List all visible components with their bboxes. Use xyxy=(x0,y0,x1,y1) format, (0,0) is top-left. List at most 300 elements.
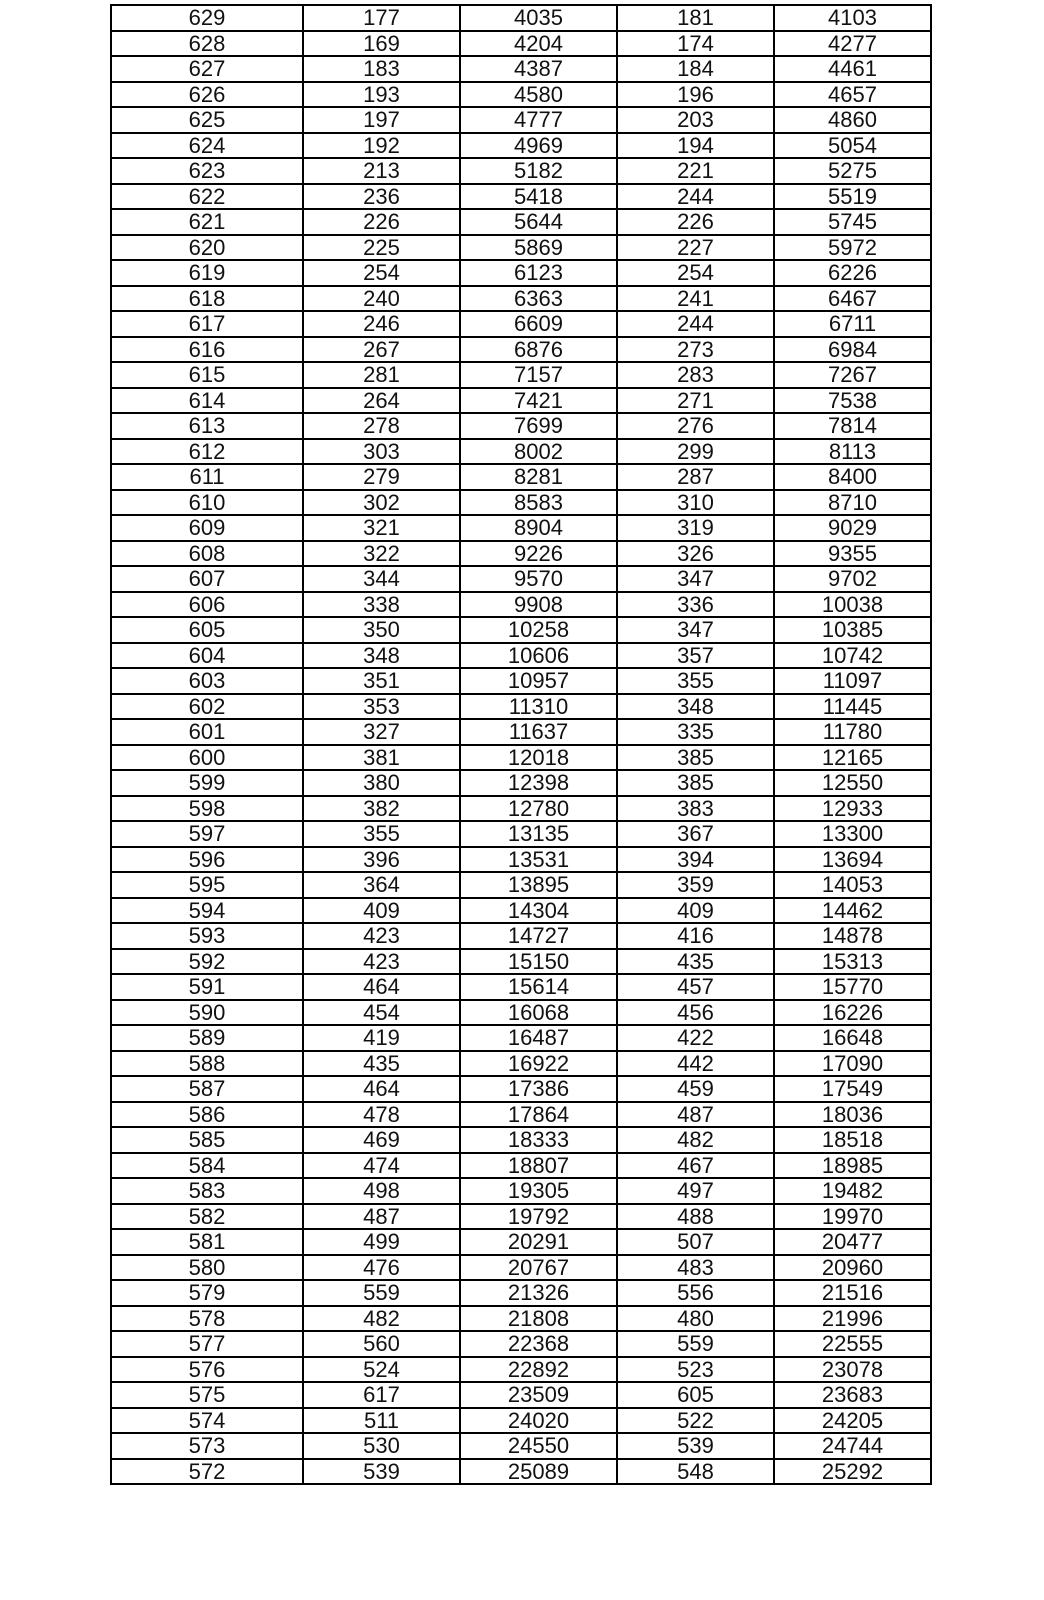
table-row xyxy=(111,1102,931,1128)
table-cell: 539 xyxy=(303,1459,460,1485)
table-cell: 18036 xyxy=(774,1102,931,1128)
table-row xyxy=(111,82,931,108)
table-cell: 593 xyxy=(111,923,303,949)
table-cell: 348 xyxy=(303,643,460,669)
table-cell: 24020 xyxy=(460,1408,617,1434)
table-cell: 5418 xyxy=(460,184,617,210)
table-cell: 240 xyxy=(303,286,460,312)
table-row xyxy=(111,898,931,924)
table-cell: 581 xyxy=(111,1229,303,1255)
table-cell: 4777 xyxy=(460,107,617,133)
table-cell: 459 xyxy=(617,1076,774,1102)
table-row xyxy=(111,235,931,261)
table-cell: 21326 xyxy=(460,1280,617,1306)
table-cell: 616 xyxy=(111,337,303,363)
table-cell: 299 xyxy=(617,439,774,465)
table-cell: 14304 xyxy=(460,898,617,924)
table-cell: 18985 xyxy=(774,1153,931,1179)
table-cell: 4461 xyxy=(774,56,931,82)
table-row xyxy=(111,617,931,643)
table-cell: 606 xyxy=(111,592,303,618)
table-cell: 6984 xyxy=(774,337,931,363)
table-row xyxy=(111,1000,931,1026)
table-cell: 8113 xyxy=(774,439,931,465)
table-row xyxy=(111,1382,931,1408)
table-cell: 605 xyxy=(111,617,303,643)
table-cell: 12780 xyxy=(460,796,617,822)
table-cell: 622 xyxy=(111,184,303,210)
table-cell: 559 xyxy=(303,1280,460,1306)
table-row xyxy=(111,694,931,720)
table-cell: 355 xyxy=(617,668,774,694)
table-cell: 624 xyxy=(111,133,303,159)
table-cell: 620 xyxy=(111,235,303,261)
table-cell: 9226 xyxy=(460,541,617,567)
table-row xyxy=(111,745,931,771)
table-row xyxy=(111,1357,931,1383)
table-cell: 23078 xyxy=(774,1357,931,1383)
table-cell: 16648 xyxy=(774,1025,931,1051)
table-cell: 578 xyxy=(111,1306,303,1332)
table-cell: 575 xyxy=(111,1382,303,1408)
table-row xyxy=(111,974,931,1000)
table-row xyxy=(111,847,931,873)
table-row xyxy=(111,719,931,745)
table-row xyxy=(111,388,931,414)
table-cell: 394 xyxy=(617,847,774,873)
table-cell: 382 xyxy=(303,796,460,822)
table-cell: 5519 xyxy=(774,184,931,210)
table-cell: 17386 xyxy=(460,1076,617,1102)
table-cell: 20291 xyxy=(460,1229,617,1255)
table-cell: 177 xyxy=(303,5,460,31)
table-cell: 283 xyxy=(617,362,774,388)
table-cell: 281 xyxy=(303,362,460,388)
table-cell: 560 xyxy=(303,1331,460,1357)
table-cell: 15150 xyxy=(460,949,617,975)
table-row xyxy=(111,1076,931,1102)
table-cell: 482 xyxy=(617,1127,774,1153)
table-cell: 435 xyxy=(617,949,774,975)
table-cell: 12550 xyxy=(774,770,931,796)
table-cell: 359 xyxy=(617,872,774,898)
table-cell: 588 xyxy=(111,1051,303,1077)
table-cell: 16922 xyxy=(460,1051,617,1077)
table-cell: 609 xyxy=(111,515,303,541)
table-cell: 181 xyxy=(617,5,774,31)
table-cell: 615 xyxy=(111,362,303,388)
table-row xyxy=(111,286,931,312)
table-cell: 194 xyxy=(617,133,774,159)
table-cell: 246 xyxy=(303,311,460,337)
table-cell: 303 xyxy=(303,439,460,465)
table-cell: 8904 xyxy=(460,515,617,541)
table-cell: 4657 xyxy=(774,82,931,108)
table-cell: 591 xyxy=(111,974,303,1000)
table-cell: 264 xyxy=(303,388,460,414)
table-cell: 605 xyxy=(617,1382,774,1408)
table-cell: 454 xyxy=(303,1000,460,1026)
table-cell: 618 xyxy=(111,286,303,312)
table-cell: 614 xyxy=(111,388,303,414)
table-cell: 574 xyxy=(111,1408,303,1434)
table-cell: 4387 xyxy=(460,56,617,82)
table-cell: 582 xyxy=(111,1204,303,1230)
table-cell: 192 xyxy=(303,133,460,159)
table-cell: 5644 xyxy=(460,209,617,235)
table-cell: 12018 xyxy=(460,745,617,771)
table-cell: 539 xyxy=(617,1433,774,1459)
table-cell: 7814 xyxy=(774,413,931,439)
table-row xyxy=(111,770,931,796)
table-cell: 6226 xyxy=(774,260,931,286)
score-table-sheet xyxy=(110,4,932,1485)
table-cell: 380 xyxy=(303,770,460,796)
table-cell: 10606 xyxy=(460,643,617,669)
table-cell: 25089 xyxy=(460,1459,617,1485)
table-cell: 244 xyxy=(617,311,774,337)
table-row xyxy=(111,490,931,516)
table-cell: 423 xyxy=(303,923,460,949)
table-cell: 244 xyxy=(617,184,774,210)
table-cell: 409 xyxy=(303,898,460,924)
table-cell: 20767 xyxy=(460,1255,617,1281)
table-cell: 302 xyxy=(303,490,460,516)
table-row xyxy=(111,1178,931,1204)
table-row xyxy=(111,464,931,490)
table-row xyxy=(111,56,931,82)
table-cell: 21996 xyxy=(774,1306,931,1332)
table-row xyxy=(111,668,931,694)
table-cell: 19482 xyxy=(774,1178,931,1204)
table-cell: 385 xyxy=(617,745,774,771)
table-cell: 10742 xyxy=(774,643,931,669)
table-cell: 183 xyxy=(303,56,460,82)
table-cell: 599 xyxy=(111,770,303,796)
table-cell: 23509 xyxy=(460,1382,617,1408)
table-cell: 607 xyxy=(111,566,303,592)
table-row xyxy=(111,209,931,235)
table-cell: 623 xyxy=(111,158,303,184)
table-cell: 617 xyxy=(111,311,303,337)
table-row xyxy=(111,311,931,337)
table-cell: 487 xyxy=(617,1102,774,1128)
table-cell: 4103 xyxy=(774,5,931,31)
table-cell: 17864 xyxy=(460,1102,617,1128)
table-cell: 310 xyxy=(617,490,774,516)
table-cell: 16068 xyxy=(460,1000,617,1026)
table-cell: 435 xyxy=(303,1051,460,1077)
table-cell: 583 xyxy=(111,1178,303,1204)
table-cell: 467 xyxy=(617,1153,774,1179)
table-cell: 322 xyxy=(303,541,460,567)
table-cell: 4580 xyxy=(460,82,617,108)
table-cell: 511 xyxy=(303,1408,460,1434)
table-cell: 601 xyxy=(111,719,303,745)
table-cell: 278 xyxy=(303,413,460,439)
table-cell: 621 xyxy=(111,209,303,235)
table-cell: 236 xyxy=(303,184,460,210)
table-cell: 227 xyxy=(617,235,774,261)
table-row xyxy=(111,1025,931,1051)
table-cell: 11310 xyxy=(460,694,617,720)
table-cell: 12933 xyxy=(774,796,931,822)
table-cell: 611 xyxy=(111,464,303,490)
table-cell: 19970 xyxy=(774,1204,931,1230)
table-cell: 213 xyxy=(303,158,460,184)
table-cell: 5869 xyxy=(460,235,617,261)
table-cell: 327 xyxy=(303,719,460,745)
table-cell: 16487 xyxy=(460,1025,617,1051)
table-cell: 350 xyxy=(303,617,460,643)
table-cell: 10385 xyxy=(774,617,931,643)
table-cell: 4204 xyxy=(460,31,617,57)
table-cell: 4035 xyxy=(460,5,617,31)
table-row xyxy=(111,1459,931,1485)
table-cell: 254 xyxy=(617,260,774,286)
table-row xyxy=(111,1280,931,1306)
table-row xyxy=(111,541,931,567)
table-cell: 9908 xyxy=(460,592,617,618)
table-cell: 326 xyxy=(617,541,774,567)
table-cell: 523 xyxy=(617,1357,774,1383)
table-cell: 5275 xyxy=(774,158,931,184)
table-cell: 530 xyxy=(303,1433,460,1459)
table-cell: 9570 xyxy=(460,566,617,592)
table-cell: 18807 xyxy=(460,1153,617,1179)
table-cell: 273 xyxy=(617,337,774,363)
table-row xyxy=(111,1433,931,1459)
table-cell: 22368 xyxy=(460,1331,617,1357)
table-cell: 15770 xyxy=(774,974,931,1000)
table-cell: 589 xyxy=(111,1025,303,1051)
table-cell: 226 xyxy=(303,209,460,235)
table-cell: 203 xyxy=(617,107,774,133)
table-cell: 7699 xyxy=(460,413,617,439)
table-cell: 13531 xyxy=(460,847,617,873)
table-cell: 319 xyxy=(617,515,774,541)
table-cell: 14053 xyxy=(774,872,931,898)
table-row xyxy=(111,439,931,465)
table-cell: 7421 xyxy=(460,388,617,414)
table-cell: 608 xyxy=(111,541,303,567)
table-row xyxy=(111,1153,931,1179)
table-cell: 572 xyxy=(111,1459,303,1485)
table-cell: 267 xyxy=(303,337,460,363)
table-cell: 11780 xyxy=(774,719,931,745)
table-cell: 556 xyxy=(617,1280,774,1306)
table-cell: 498 xyxy=(303,1178,460,1204)
table-row xyxy=(111,1204,931,1230)
table-row xyxy=(111,5,931,31)
table-cell: 524 xyxy=(303,1357,460,1383)
table-cell: 17090 xyxy=(774,1051,931,1077)
table-cell: 594 xyxy=(111,898,303,924)
table-row xyxy=(111,643,931,669)
table-cell: 585 xyxy=(111,1127,303,1153)
table-cell: 499 xyxy=(303,1229,460,1255)
table-cell: 590 xyxy=(111,1000,303,1026)
table-cell: 321 xyxy=(303,515,460,541)
table-row xyxy=(111,1255,931,1281)
table-cell: 8583 xyxy=(460,490,617,516)
table-cell: 613 xyxy=(111,413,303,439)
table-cell: 22892 xyxy=(460,1357,617,1383)
table-cell: 579 xyxy=(111,1280,303,1306)
table-cell: 456 xyxy=(617,1000,774,1026)
table-cell: 13300 xyxy=(774,821,931,847)
table-cell: 476 xyxy=(303,1255,460,1281)
table-cell: 9702 xyxy=(774,566,931,592)
table-cell: 276 xyxy=(617,413,774,439)
table-cell: 367 xyxy=(617,821,774,847)
table-row xyxy=(111,1229,931,1255)
table-row xyxy=(111,1331,931,1357)
table-cell: 23683 xyxy=(774,1382,931,1408)
table-row xyxy=(111,1127,931,1153)
table-cell: 344 xyxy=(303,566,460,592)
table-cell: 287 xyxy=(617,464,774,490)
table-row xyxy=(111,107,931,133)
table-cell: 507 xyxy=(617,1229,774,1255)
table-row xyxy=(111,362,931,388)
table-cell: 577 xyxy=(111,1331,303,1357)
table-cell: 383 xyxy=(617,796,774,822)
table-row xyxy=(111,592,931,618)
table-cell: 24550 xyxy=(460,1433,617,1459)
table-cell: 5054 xyxy=(774,133,931,159)
table-cell: 197 xyxy=(303,107,460,133)
table-row xyxy=(111,566,931,592)
table-cell: 396 xyxy=(303,847,460,873)
score-table-body xyxy=(111,5,931,1484)
table-cell: 7157 xyxy=(460,362,617,388)
table-cell: 5745 xyxy=(774,209,931,235)
table-cell: 497 xyxy=(617,1178,774,1204)
table-cell: 254 xyxy=(303,260,460,286)
table-cell: 478 xyxy=(303,1102,460,1128)
table-cell: 482 xyxy=(303,1306,460,1332)
table-cell: 617 xyxy=(303,1382,460,1408)
table-cell: 626 xyxy=(111,82,303,108)
table-cell: 576 xyxy=(111,1357,303,1383)
table-cell: 619 xyxy=(111,260,303,286)
table-cell: 604 xyxy=(111,643,303,669)
table-cell: 25292 xyxy=(774,1459,931,1485)
table-cell: 18518 xyxy=(774,1127,931,1153)
table-cell: 17549 xyxy=(774,1076,931,1102)
table-cell: 7538 xyxy=(774,388,931,414)
table-cell: 335 xyxy=(617,719,774,745)
table-cell: 8710 xyxy=(774,490,931,516)
table-cell: 457 xyxy=(617,974,774,1000)
table-cell: 464 xyxy=(303,974,460,1000)
table-cell: 548 xyxy=(617,1459,774,1485)
table-cell: 5972 xyxy=(774,235,931,261)
table-cell: 442 xyxy=(617,1051,774,1077)
table-row xyxy=(111,184,931,210)
table-cell: 22555 xyxy=(774,1331,931,1357)
table-cell: 15313 xyxy=(774,949,931,975)
table-cell: 385 xyxy=(617,770,774,796)
table-cell: 19305 xyxy=(460,1178,617,1204)
table-cell: 596 xyxy=(111,847,303,873)
table-cell: 196 xyxy=(617,82,774,108)
table-cell: 598 xyxy=(111,796,303,822)
table-row xyxy=(111,1051,931,1077)
table-cell: 347 xyxy=(617,617,774,643)
table-cell: 483 xyxy=(617,1255,774,1281)
table-cell: 18333 xyxy=(460,1127,617,1153)
table-cell: 628 xyxy=(111,31,303,57)
table-cell: 469 xyxy=(303,1127,460,1153)
table-cell: 5182 xyxy=(460,158,617,184)
table-cell: 7267 xyxy=(774,362,931,388)
table-row xyxy=(111,872,931,898)
table-cell: 580 xyxy=(111,1255,303,1281)
table-cell: 488 xyxy=(617,1204,774,1230)
table-cell: 24744 xyxy=(774,1433,931,1459)
table-cell: 627 xyxy=(111,56,303,82)
table-cell: 353 xyxy=(303,694,460,720)
table-cell: 610 xyxy=(111,490,303,516)
table-cell: 6711 xyxy=(774,311,931,337)
table-cell: 464 xyxy=(303,1076,460,1102)
table-cell: 184 xyxy=(617,56,774,82)
table-cell: 357 xyxy=(617,643,774,669)
table-cell: 20960 xyxy=(774,1255,931,1281)
table-cell: 603 xyxy=(111,668,303,694)
table-cell: 11445 xyxy=(774,694,931,720)
table-cell: 21808 xyxy=(460,1306,617,1332)
table-cell: 595 xyxy=(111,872,303,898)
table-cell: 24205 xyxy=(774,1408,931,1434)
table-cell: 13895 xyxy=(460,872,617,898)
table-cell: 15614 xyxy=(460,974,617,1000)
table-cell: 559 xyxy=(617,1331,774,1357)
table-cell: 10038 xyxy=(774,592,931,618)
table-row xyxy=(111,337,931,363)
table-cell: 480 xyxy=(617,1306,774,1332)
table-cell: 351 xyxy=(303,668,460,694)
table-cell: 422 xyxy=(617,1025,774,1051)
table-row xyxy=(111,796,931,822)
table-cell: 221 xyxy=(617,158,774,184)
table-row xyxy=(111,31,931,57)
table-cell: 174 xyxy=(617,31,774,57)
table-cell: 8400 xyxy=(774,464,931,490)
table-cell: 409 xyxy=(617,898,774,924)
table-cell: 355 xyxy=(303,821,460,847)
table-cell: 241 xyxy=(617,286,774,312)
table-cell: 169 xyxy=(303,31,460,57)
table-cell: 279 xyxy=(303,464,460,490)
table-cell: 584 xyxy=(111,1153,303,1179)
table-row xyxy=(111,413,931,439)
table-cell: 6363 xyxy=(460,286,617,312)
table-cell: 6123 xyxy=(460,260,617,286)
table-row xyxy=(111,923,931,949)
table-cell: 226 xyxy=(617,209,774,235)
table-row xyxy=(111,949,931,975)
table-row xyxy=(111,821,931,847)
table-cell: 14462 xyxy=(774,898,931,924)
table-cell: 20477 xyxy=(774,1229,931,1255)
table-cell: 381 xyxy=(303,745,460,771)
table-cell: 586 xyxy=(111,1102,303,1128)
table-cell: 336 xyxy=(617,592,774,618)
table-row xyxy=(111,515,931,541)
